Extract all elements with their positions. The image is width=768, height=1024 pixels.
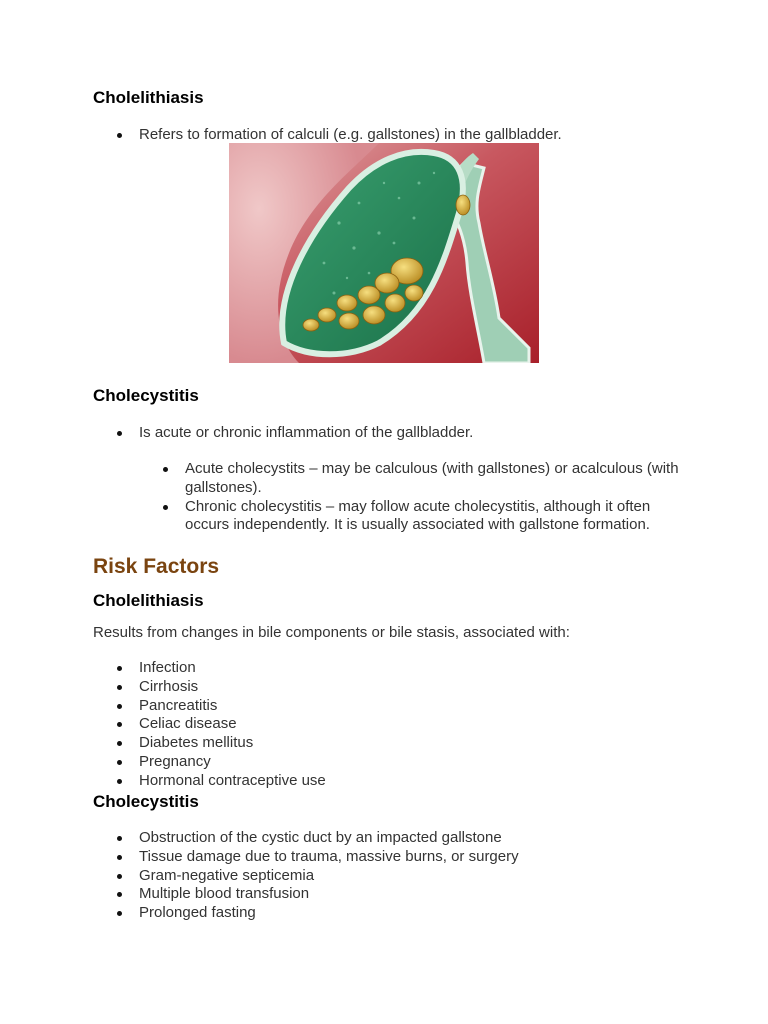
list-item: Tissue damage due to trauma, massive burns, or surgery xyxy=(139,848,699,867)
bullet-icon xyxy=(117,760,122,765)
bullet-icon xyxy=(117,911,122,916)
risk-heading-cholelithiasis: Cholelithiasis xyxy=(93,591,204,610)
bullet-icon xyxy=(163,467,168,472)
list-item: Multiple blood transfusion xyxy=(139,885,699,904)
list-item: Infection xyxy=(139,659,639,678)
cholecystitis-list xyxy=(139,424,699,443)
list-item: Is acute or chronic inflammation of the gallbladder. xyxy=(139,424,699,443)
list-item: Acute cholecystits – may be calculous (with gallstones) or acalculous (with gallstones). xyxy=(185,460,685,498)
list-item: Celiac disease xyxy=(139,715,639,734)
bullet-icon xyxy=(117,704,122,709)
list-item: Pregnancy xyxy=(139,753,639,772)
cholelithiasis-risk-list xyxy=(139,659,639,791)
list-item: Hormonal contraceptive use xyxy=(139,772,639,791)
bullet-icon xyxy=(117,722,122,727)
bullet-icon xyxy=(117,836,122,841)
cholelithiasis-list xyxy=(139,126,699,145)
section-heading-cholecystitis: Cholecystitis xyxy=(93,386,199,405)
list-item: Refers to formation of calculi (e.g. gallstones) in the gallbladder. xyxy=(139,126,699,145)
bullet-icon xyxy=(117,685,122,690)
bullet-icon xyxy=(117,431,122,436)
bullet-icon xyxy=(117,666,122,671)
cholecystitis-sublist xyxy=(185,460,685,535)
list-item: Prolonged fasting xyxy=(139,904,699,923)
bullet-icon xyxy=(117,133,122,138)
gallbladder-illustration xyxy=(229,143,539,363)
bullet-icon xyxy=(117,874,122,879)
section-heading-cholelithiasis: Cholelithiasis xyxy=(93,88,204,107)
bullet-icon xyxy=(117,892,122,897)
list-item: Gram-negative septicemia xyxy=(139,867,699,886)
cholecystitis-risk-list xyxy=(139,829,699,923)
risk-factors-title: Risk Factors xyxy=(93,555,220,578)
list-item: Chronic cholecystitis – may follow acute cholecystitis, although it often occurs independently. It is usually associated with gallstone formation. xyxy=(185,498,685,536)
list-item: Cirrhosis xyxy=(139,678,639,697)
list-item: Diabetes mellitus xyxy=(139,734,639,753)
risk-heading-cholecystitis: Cholecystitis xyxy=(93,792,199,811)
list-item: Obstruction of the cystic duct by an impacted gallstone xyxy=(139,829,699,848)
bullet-icon xyxy=(117,855,122,860)
risk-intro-text: Results from changes in bile components or bile stasis, associated with: xyxy=(93,624,570,641)
bullet-icon xyxy=(163,505,168,510)
bullet-icon xyxy=(117,741,122,746)
bullet-icon xyxy=(117,779,122,784)
list-item: Pancreatitis xyxy=(139,697,639,716)
